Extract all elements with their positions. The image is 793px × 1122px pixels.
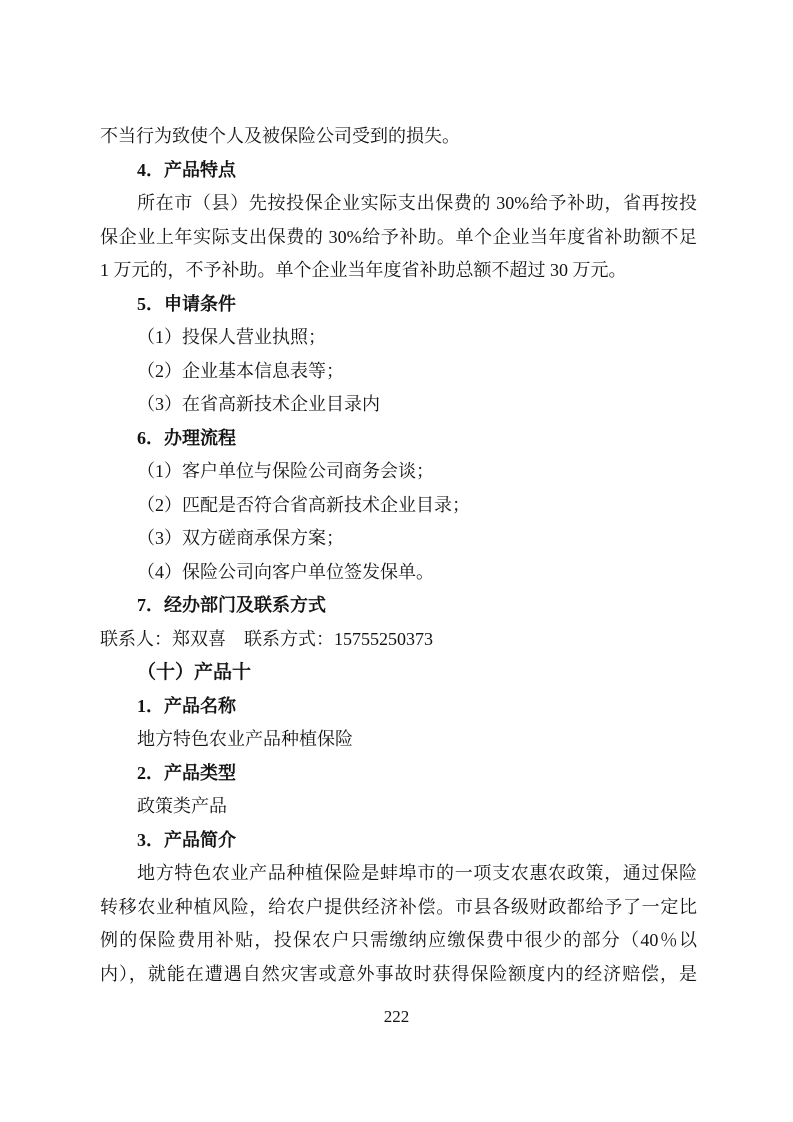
text-line: 所在市（县）先按投保企业实际支出保费的 30%给予补助，省再按投 <box>137 193 697 213</box>
text-line: 不当行为致使个人及被保险公司受到的损失。 <box>100 126 460 146</box>
text-line: 2．产品类型 <box>137 762 236 783</box>
text-line: （3）双方磋商承保方案； <box>137 528 344 548</box>
text-line: （4）保险公司向客户单位签发保单。 <box>137 561 434 582</box>
text-line: （1）投保人营业执照； <box>137 327 326 347</box>
page-number: 222 <box>383 1007 410 1026</box>
text-line: 例的保险费用补贴，投保农户只需缴纳应缴保费中很少的部分（40％以 <box>100 930 697 950</box>
text-line: （十）产品十 <box>137 662 252 683</box>
text-line: 1．产品名称 <box>137 695 236 716</box>
text-line: 5．申请条件 <box>137 293 236 314</box>
text-line: 1 万元的，不予补助。单个企业当年度省补助总额不超过 30 万元。 <box>100 260 627 280</box>
text-line: 3．产品简介 <box>137 829 236 850</box>
document-body <box>100 120 697 991</box>
text-line: （1）客户单位与保险公司商务会谈； <box>137 461 434 481</box>
text-line: （2）匹配是否符合省高新技术企业目录； <box>137 494 470 515</box>
text-line: 联系人：郑双喜 联系方式：15755250373 <box>100 628 433 649</box>
text-line: 政策类产品 <box>137 796 227 816</box>
text-line: 4．产品特点 <box>137 159 236 180</box>
text-line: 内），就能在遭遇自然灾害或意外事故时获得保险额度内的经济赔偿，是 <box>100 963 697 984</box>
text-line: 转移农业种植风险，给农户提供经济补偿。市县各级财政都给予了一定比 <box>100 896 697 917</box>
text-line: 地方特色农业产品种植保险是蚌埠市的一项支农惠农政策，通过保险 <box>137 863 697 883</box>
text-line: 7．经办部门及联系方式 <box>137 595 326 615</box>
text-line: 6．办理流程 <box>137 427 236 448</box>
text-line: （2）企业基本信息表等； <box>137 360 344 381</box>
text-line: （3）在省高新技术企业目录内 <box>137 394 380 414</box>
text-line: 保企业上年实际支出保费的 30%给予补助。单个企业当年度省补助额不足 <box>100 226 697 247</box>
text-line: 地方特色农业产品种植保险 <box>137 729 353 749</box>
